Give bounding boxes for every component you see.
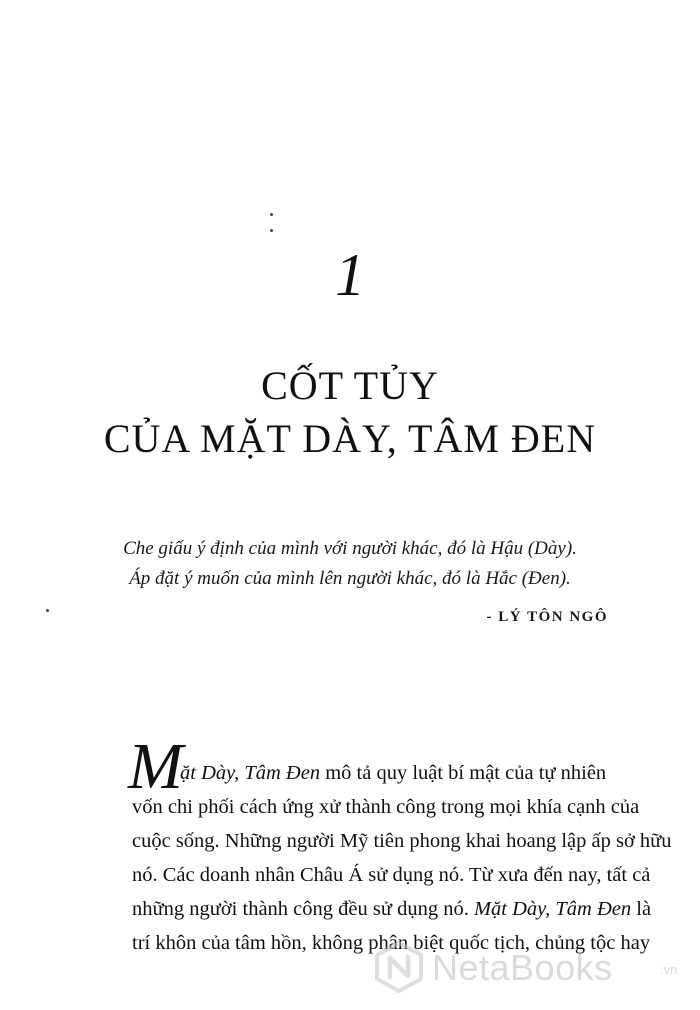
epigraph-line-1: Che giấu ý định của mình với người khác, đó là Hậu (Dày). [123, 538, 577, 559]
body-line-5-start: những người thành công đều sử dụng nó. [132, 898, 474, 920]
watermark [372, 938, 692, 998]
print-speck [270, 229, 273, 232]
watermark-brand: NetaBooks [432, 947, 613, 988]
epigraph-attribution: - LÝ TÔN NGÔ [486, 609, 608, 625]
book-title-italic: ặt Dày, Tâm Đen [180, 762, 321, 784]
print-speck [270, 213, 273, 216]
body-line-5 [132, 894, 652, 924]
chapter-title-line-2: CỦA MẶT DÀY, TÂM ĐEN [103, 416, 597, 461]
body-line-1-rest: mô tả quy luật bí mật của tự nhiên [320, 762, 607, 784]
epigraph-line-2: Áp đặt ý muốn của mình lên người khác, đó là Hắc (Đen). [129, 568, 571, 589]
body-line-4: nó. Các doanh nhân Châu Á sử dụng nó. Từ xưa đến nay, tất cả [132, 864, 651, 886]
body-line-2: vốn chi phối cách ứng xử thành công trong mọi khía cạnh của [132, 796, 640, 818]
body-line-3: cuộc sống. Những người Mỹ tiên phong khai hoang lập ấp sở hữu [132, 830, 672, 852]
body-line-1 [180, 758, 650, 788]
watermark-suffix: .vn [660, 962, 678, 977]
body-line-6: trí khôn của tâm hồn, không phân biệt quốc tịch, chủng tộc hay [132, 932, 651, 954]
print-speck [46, 609, 49, 612]
chapter-number: 1 [335, 242, 365, 308]
book-title-italic: Mặt Dày, Tâm Đen [473, 898, 632, 920]
body-line-5-end: là [631, 898, 652, 920]
chapter-title-line-1: CỐT TỦY [261, 363, 439, 408]
netabooks-logo-icon [372, 940, 426, 994]
drop-cap: M [128, 730, 183, 803]
